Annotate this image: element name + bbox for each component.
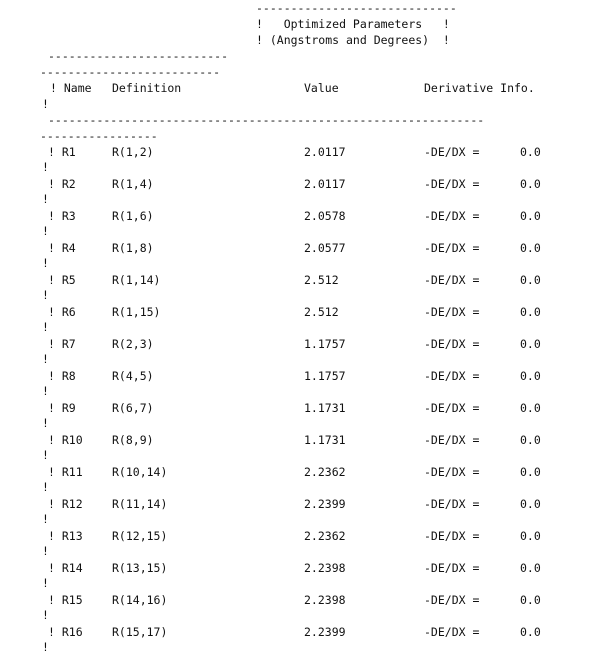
parameter-definition: R(1,14)	[112, 273, 161, 287]
parameter-value: 1.1731	[304, 433, 346, 447]
parameter-value: 2.0578	[304, 209, 346, 223]
parameter-row	[0, 401, 613, 433]
column-header-name: ! Name	[50, 81, 92, 95]
parameter-definition: R(14,16)	[112, 593, 168, 607]
header-left-dashes-2: --------------------------	[40, 65, 221, 79]
parameter-value: 2.0577	[304, 241, 346, 255]
parameter-deriv-value: 0.0	[520, 625, 541, 639]
parameter-deriv-value: 0.0	[520, 305, 541, 319]
parameter-row	[0, 369, 613, 401]
parameter-row	[0, 241, 613, 273]
header-title-line-2: ! (Angstroms and Degrees) !	[256, 33, 450, 47]
parameter-value: 2.2398	[304, 561, 346, 575]
separator-short: -----------------	[40, 129, 158, 143]
parameter-name: ! R3	[48, 209, 76, 223]
parameter-row	[0, 625, 613, 657]
parameter-deriv-label: -DE/DX =	[424, 305, 480, 319]
parameter-value: 2.2362	[304, 465, 346, 479]
row-continuation-bang: !	[42, 288, 49, 302]
row-continuation-bang: !	[42, 608, 49, 622]
parameter-value: 1.1757	[304, 369, 346, 383]
parameter-value: 2.512	[304, 273, 339, 287]
parameter-row	[0, 337, 613, 369]
row-continuation-bang: !	[42, 256, 49, 270]
parameter-name: ! R2	[48, 177, 76, 191]
parameter-definition: R(1,15)	[112, 305, 161, 319]
parameter-name: ! R14	[48, 561, 83, 575]
parameter-name: ! R10	[48, 433, 83, 447]
parameter-definition: R(4,5)	[112, 369, 154, 383]
parameter-deriv-label: -DE/DX =	[424, 529, 480, 543]
parameter-row	[0, 497, 613, 529]
parameter-value: 1.1757	[304, 337, 346, 351]
row-continuation-bang: !	[42, 512, 49, 526]
row-continuation-bang: !	[42, 448, 49, 462]
parameter-name: ! R1	[48, 145, 76, 159]
parameter-deriv-label: -DE/DX =	[424, 465, 480, 479]
parameter-definition: R(11,14)	[112, 497, 168, 511]
row-continuation-bang: !	[42, 544, 49, 558]
row-continuation-bang: !	[42, 480, 49, 494]
parameter-name: ! R16	[48, 625, 83, 639]
parameter-name: ! R5	[48, 273, 76, 287]
parameter-deriv-value: 0.0	[520, 497, 541, 511]
parameter-row	[0, 529, 613, 561]
parameter-row	[0, 145, 613, 177]
parameter-deriv-label: -DE/DX =	[424, 241, 480, 255]
parameter-deriv-label: -DE/DX =	[424, 145, 480, 159]
row-continuation-bang: !	[42, 640, 49, 654]
row-continuation-bang: !	[42, 352, 49, 366]
column-header-bang: !	[42, 97, 49, 111]
parameter-row	[0, 305, 613, 337]
parameter-deriv-value: 0.0	[520, 273, 541, 287]
parameter-deriv-label: -DE/DX =	[424, 177, 480, 191]
separator-long: ---------------------------------------------------------------	[48, 113, 485, 127]
parameter-deriv-label: -DE/DX =	[424, 209, 480, 223]
parameter-deriv-label: -DE/DX =	[424, 625, 480, 639]
parameter-value: 2.2399	[304, 625, 346, 639]
row-continuation-bang: !	[42, 416, 49, 430]
parameter-deriv-value: 0.0	[520, 401, 541, 415]
row-continuation-bang: !	[42, 576, 49, 590]
parameter-deriv-label: -DE/DX =	[424, 593, 480, 607]
parameter-deriv-value: 0.0	[520, 241, 541, 255]
parameter-definition: R(1,8)	[112, 241, 154, 255]
parameter-row	[0, 561, 613, 593]
parameter-deriv-value: 0.0	[520, 561, 541, 575]
parameter-name: ! R12	[48, 497, 83, 511]
parameter-name: ! R13	[48, 529, 83, 543]
parameter-deriv-label: -DE/DX =	[424, 273, 480, 287]
parameter-deriv-value: 0.0	[520, 209, 541, 223]
parameter-deriv-value: 0.0	[520, 465, 541, 479]
parameter-row	[0, 433, 613, 465]
header-title-line-1: ! Optimized Parameters !	[256, 17, 450, 31]
parameter-definition: R(1,6)	[112, 209, 154, 223]
parameter-deriv-value: 0.0	[520, 433, 541, 447]
parameter-row	[0, 465, 613, 497]
parameter-value: 2.0117	[304, 145, 346, 159]
parameter-deriv-value: 0.0	[520, 593, 541, 607]
parameter-value: 2.512	[304, 305, 339, 319]
parameter-deriv-value: 0.0	[520, 369, 541, 383]
parameter-deriv-label: -DE/DX =	[424, 497, 480, 511]
parameter-name: ! R8	[48, 369, 76, 383]
parameter-name: ! R6	[48, 305, 76, 319]
parameter-definition: R(15,17)	[112, 625, 168, 639]
header-left-dashes-1: --------------------------	[48, 49, 229, 63]
parameter-value: 2.2399	[304, 497, 346, 511]
parameter-value: 2.0117	[304, 177, 346, 191]
parameter-definition: R(6,7)	[112, 401, 154, 415]
parameter-value: 2.2362	[304, 529, 346, 543]
parameter-deriv-value: 0.0	[520, 337, 541, 351]
parameter-name: ! R15	[48, 593, 83, 607]
column-header-definition: Definition	[112, 81, 182, 95]
parameter-deriv-label: -DE/DX =	[424, 337, 480, 351]
parameter-definition: R(1,2)	[112, 145, 154, 159]
parameter-definition: R(8,9)	[112, 433, 154, 447]
column-header-value: Value	[304, 81, 339, 95]
row-continuation-bang: !	[42, 192, 49, 206]
row-continuation-bang: !	[42, 160, 49, 174]
parameter-definition: R(13,15)	[112, 561, 168, 575]
column-header-derivative: Derivative Info.	[424, 81, 535, 95]
parameter-deriv-label: -DE/DX =	[424, 401, 480, 415]
row-continuation-bang: !	[42, 224, 49, 238]
parameter-deriv-value: 0.0	[520, 177, 541, 191]
parameter-deriv-value: 0.0	[520, 529, 541, 543]
parameter-name: ! R9	[48, 401, 76, 415]
parameter-deriv-label: -DE/DX =	[424, 433, 480, 447]
parameter-deriv-value: 0.0	[520, 145, 541, 159]
parameter-row	[0, 273, 613, 305]
parameter-deriv-label: -DE/DX =	[424, 369, 480, 383]
parameter-row	[0, 177, 613, 209]
parameter-value: 1.1731	[304, 401, 346, 415]
row-continuation-bang: !	[42, 384, 49, 398]
parameter-name: ! R7	[48, 337, 76, 351]
parameter-definition: R(12,15)	[112, 529, 168, 543]
parameter-row	[0, 209, 613, 241]
parameter-definition: R(2,3)	[112, 337, 154, 351]
header-top-dashes: -----------------------------	[256, 1, 457, 15]
parameter-row	[0, 593, 613, 625]
parameter-definition: R(1,4)	[112, 177, 154, 191]
row-continuation-bang: !	[42, 320, 49, 334]
parameter-definition: R(10,14)	[112, 465, 168, 479]
parameter-name: ! R11	[48, 465, 83, 479]
parameter-deriv-label: -DE/DX =	[424, 561, 480, 575]
parameter-value: 2.2398	[304, 593, 346, 607]
parameter-name: ! R4	[48, 241, 76, 255]
